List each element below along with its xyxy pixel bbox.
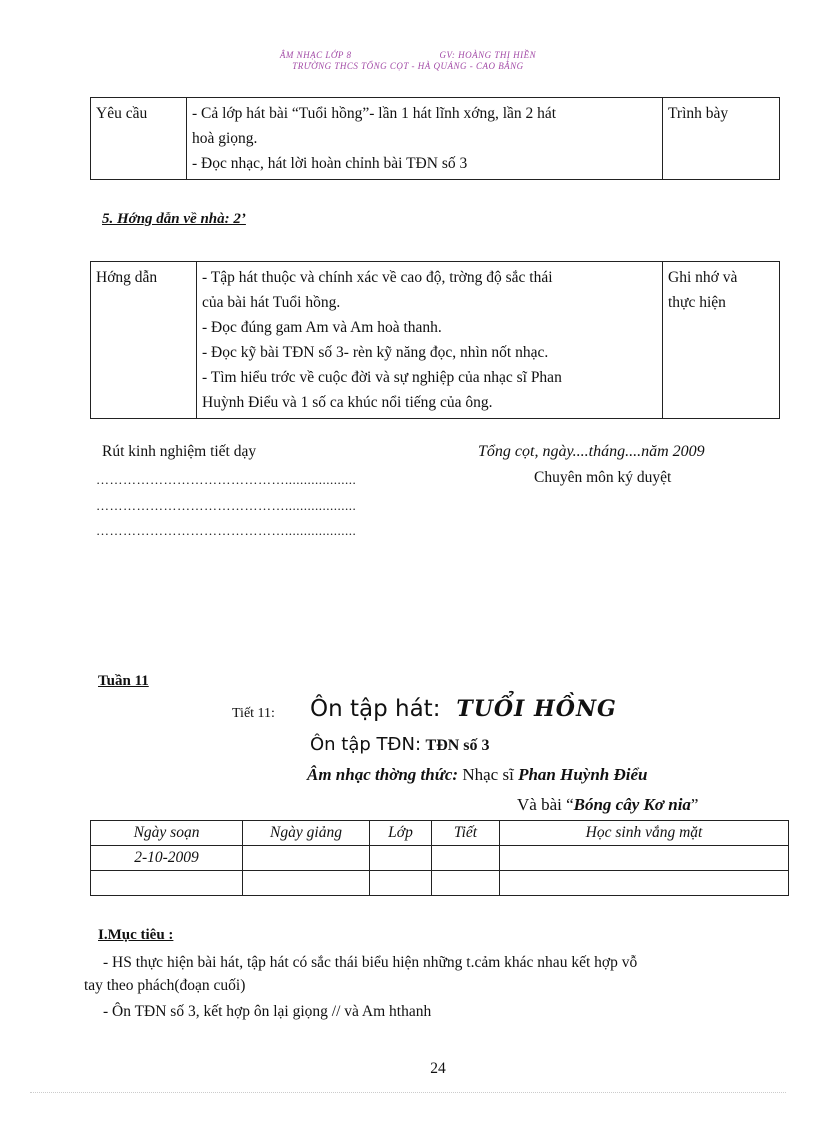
schedule-cell (500, 871, 789, 896)
objectives-line-2: tay theo phách(đoạn cuối) (84, 977, 246, 994)
homework-line: - Tập hát thuộc và chính xác về cao độ, trờng độ sắc thái (202, 269, 553, 286)
schedule-header-cell: Tiết (432, 821, 500, 846)
schedule-cell (370, 871, 432, 896)
review-title: Rút kinh nghiệm tiết dạy (102, 443, 257, 460)
schedule-cell (91, 871, 243, 896)
schedule-header-row (91, 821, 789, 846)
homework-line: - Đọc đúng gam Am và Am hoà thanh. (202, 319, 442, 336)
homework-label: Hớng dẫn (91, 262, 197, 419)
header-line-1: ÂM NHẠC LỚP 8 GV: HOÀNG THỊ HIỀN (279, 50, 537, 60)
lesson-line-3 (307, 765, 648, 785)
page-header (0, 50, 816, 72)
lesson-song-title: TUỔI HỒNG (456, 696, 617, 722)
schedule-header-cell: Lớp (370, 821, 432, 846)
homework-line: - Tìm hiểu trớc về cuộc đời và sự nghiệp của nhạc sĩ Phan (202, 369, 562, 386)
review-dots-1: ……………………………………................... (96, 472, 357, 487)
header-line-2: TRƯỜNG THCS TỔNG CỌT - HÀ QUẢNG - CAO BẰNG (292, 61, 524, 71)
schedule-header-cell: Ngày giảng (243, 821, 370, 846)
requirements-table (90, 97, 780, 180)
requirements-label: Yêu cầu (91, 98, 187, 180)
homework-line: - Đọc kỹ bài TĐN số 3- rèn kỹ năng đọc, nhìn nốt nhạc. (202, 344, 549, 361)
review-dots-3: ……………………………………................... (96, 523, 357, 538)
lesson-line-3-italic: Âm nhạc thờng thức: (307, 765, 459, 784)
schedule-table (90, 820, 789, 896)
section-5-title: 5. Hớng dẫn về nhà: 2’ (102, 211, 246, 227)
lesson-line-4-prefix: Và bài “ (517, 795, 574, 814)
review-dots-2: ……………………………………................... (96, 498, 357, 513)
lesson-line-2-prefix: Ôn tập TĐN: (310, 734, 422, 755)
lesson-line-4 (517, 795, 698, 815)
homework-table (90, 261, 780, 419)
homework-right (663, 262, 780, 419)
lesson-period: Tiết 11: (232, 706, 275, 721)
lesson-line-3-bold: Phan Huỳnh Điểu (518, 765, 648, 784)
schedule-cell (432, 846, 500, 871)
objectives-line-1: - HS thực hiện bài hát, tập hát có sắc thái biểu hiện những t.cảm khác nhau kết hợp vỗ (103, 954, 638, 971)
review-approval: Chuyên môn ký duyệt (534, 469, 672, 486)
requirements-line: hoà giọng. (192, 130, 258, 147)
lesson-line-2-bold: TĐN số 3 (425, 737, 490, 754)
homework-line: của bài hát Tuổi hồng. (202, 294, 341, 311)
schedule-cell (243, 871, 370, 896)
objectives-title: I.Mục tiêu : (98, 927, 174, 943)
objectives-line-3: - Ôn TĐN số 3, kết hợp ôn lại giọng // và Am hthanh (103, 1003, 432, 1020)
schedule-header-cell: Học sinh vắng mặt (500, 821, 789, 846)
lesson-line-1-prefix: Ôn tập hát: (310, 696, 441, 722)
lesson-line-4-suffix: ” (690, 795, 699, 814)
requirements-line: - Đọc nhạc, hát lời hoàn chỉnh bài TĐN số 3 (192, 155, 468, 172)
page-bottom-divider (30, 1092, 786, 1093)
schedule-cell: 2-10-2009 (91, 846, 243, 871)
lesson-line-1 (310, 696, 617, 722)
lesson-line-4-bold: Bóng cây Kơ nia (573, 795, 691, 814)
schedule-cell (243, 846, 370, 871)
homework-right-line: thực hiện (668, 294, 726, 311)
page-number: 24 (430, 1060, 446, 1077)
requirements-content (187, 98, 663, 180)
lesson-line-2 (310, 734, 490, 755)
requirements-line: - Cả lớp hát bài “Tuổi hồng”- lần 1 hát lĩnh xớng, lần 2 hát (192, 105, 557, 122)
review-date: Tổng cọt, ngày....tháng....năm 2009 (478, 443, 705, 460)
schedule-row (91, 846, 789, 871)
schedule-cell (500, 846, 789, 871)
homework-line: Huỳnh Điểu và 1 số ca khúc nổi tiếng của ông. (202, 394, 493, 411)
schedule-cell (370, 846, 432, 871)
homework-right-line: Ghi nhớ và (668, 269, 738, 286)
lesson-line-3-normal: Nhạc sĩ (462, 765, 514, 784)
requirements-right: Trình bày (663, 98, 780, 180)
schedule-header-cell: Ngày soạn (91, 821, 243, 846)
schedule-row (91, 871, 789, 896)
schedule-cell (432, 871, 500, 896)
week-title: Tuần 11 (98, 673, 149, 689)
homework-content (197, 262, 663, 419)
